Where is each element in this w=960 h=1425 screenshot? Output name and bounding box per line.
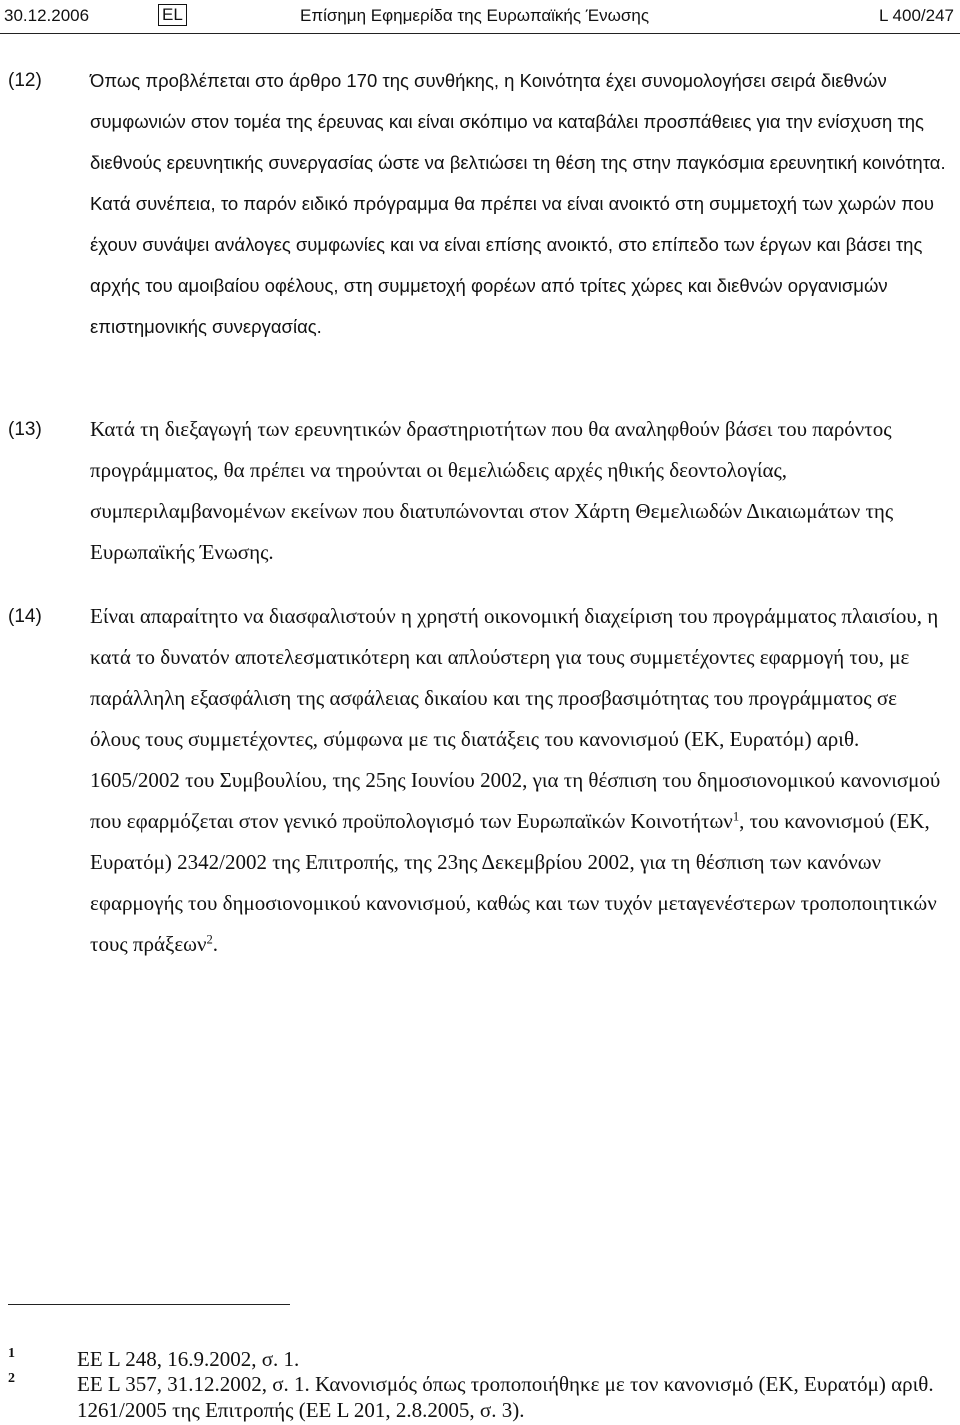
recital-text-part: .	[212, 932, 219, 956]
recital-number: (13)	[8, 419, 42, 440]
footnote-text: ΕΕ L 248, 16.9.2002, σ. 1.	[77, 1347, 300, 1371]
recital-text: Κατά τη διεξαγωγή των ερευνητικών δραστηριοτήτων που θα αναληφθούν βάσει του παρόντος προγράμματος, θα πρέπει να τηρούνται οι θεμελιώδεις αρχές ηθικής δεοντολογίας, συμπεριλαμβανομένων εκείνων που διατυπώνονται στον Χάρτη Θεμελιωδών Δικαιωμάτων της Ευρωπαϊκής Ένωσης.	[90, 417, 894, 564]
footnote-number: 1	[8, 1346, 15, 1361]
page-header	[0, 0, 960, 30]
header-divider	[0, 33, 960, 34]
footnote-reference-2[interactable]: 2	[206, 932, 213, 947]
recital-text: Όπως προβλέπεται στο άρθρο 170 της συνθήκης, η Κοινότητα έχει συνομολογήσει σειρά διεθνών συμφωνιών στον τομέα της έρευνας και είναι σκόπιμο να καταβάλει προσπάθειες για την ενίσχυση της διεθνούς ερευνητικής συνεργασίας ώστε να βελτιώσει τη θέση της στην παγκόσμια ερευνητική κοινότητα. Κατά συνέπεια, το παρόν ειδικό πρόγραμμα θα πρέπει να είναι ανοικτό στη συμμετοχή των χωρών που έχουν συνάψει ανάλογες συμφωνίες και να είναι επίσης ανοικτό, στο επίπεδο των έργων και βάσει της αρχής του αμοιβαίου οφέλους, στη συμμετοχή φορέων από τρίτες χώρες και διεθνών οργανισμών επιστημονικής συνεργασίας.	[90, 70, 946, 337]
recital-number: (12)	[8, 70, 42, 91]
recital-text-part: , του κανονισμού (ΕΚ, Ευρατόμ) 2342/2002 της Επιτροπής, της 23ης Δεκεμβρίου 2002, για τη θέσπιση των κανόνων εφαρμογής του δημοσιονομικού κανονισμού, καθώς και των τυχόν μεταγενέστερων τροποποιητικών τους πράξεων	[90, 809, 937, 956]
footnote-reference-1[interactable]: 1	[732, 809, 740, 824]
footnote-text: ΕΕ L 357, 31.12.2002, σ. 1. Κανονισμός όπως τροποποιήθηκε με τον κανονισμό (ΕΚ, Ευρατόμ) αριθ. 1261/2005 της Επιτροπής (ΕΕ L 201, 2.8.2005, σ. 3).	[77, 1372, 934, 1422]
header-date: 30.12.2006	[4, 6, 90, 25]
footnote-divider	[8, 1304, 290, 1305]
header-journal-title: Επίσημη Εφημερίδα της Ευρωπαϊκής Ένωσης	[300, 6, 650, 25]
header-page-reference: L 400/247	[879, 6, 954, 25]
header-language-code: EL	[158, 4, 187, 26]
recital-number: (14)	[8, 606, 42, 627]
recital-text-part: Είναι απαραίτητο να διασφαλιστούν η χρηστή οικονομική διαχείριση του προγράμματος πλαισίου, η κατά το δυνατόν αποτελεσματικότερη και απλούστερη για τους συμμετέχοντες εφαρμογή του, με παράλληλη εξασφάλιση της ασφάλειας δικαίου και της προσβασιμότητας του προγράμματος σε όλους τους συμμετέχοντες, σύμφωνα με τις διατάξεις του κανονισμού (ΕΚ, Ευρατόμ) αριθ. 1605/2002 του Συμβουλίου, της 25ης Ιουνίου 2002, για τη θέσπιση του δημοσιονομικού κανονισμού που εφαρμόζεται στον γενικό προϋπολογισμό των Ευρωπαϊκών Κοινοτήτων	[90, 604, 941, 833]
footnote-number: 2	[8, 1371, 15, 1386]
recital-text	[90, 596, 952, 965]
